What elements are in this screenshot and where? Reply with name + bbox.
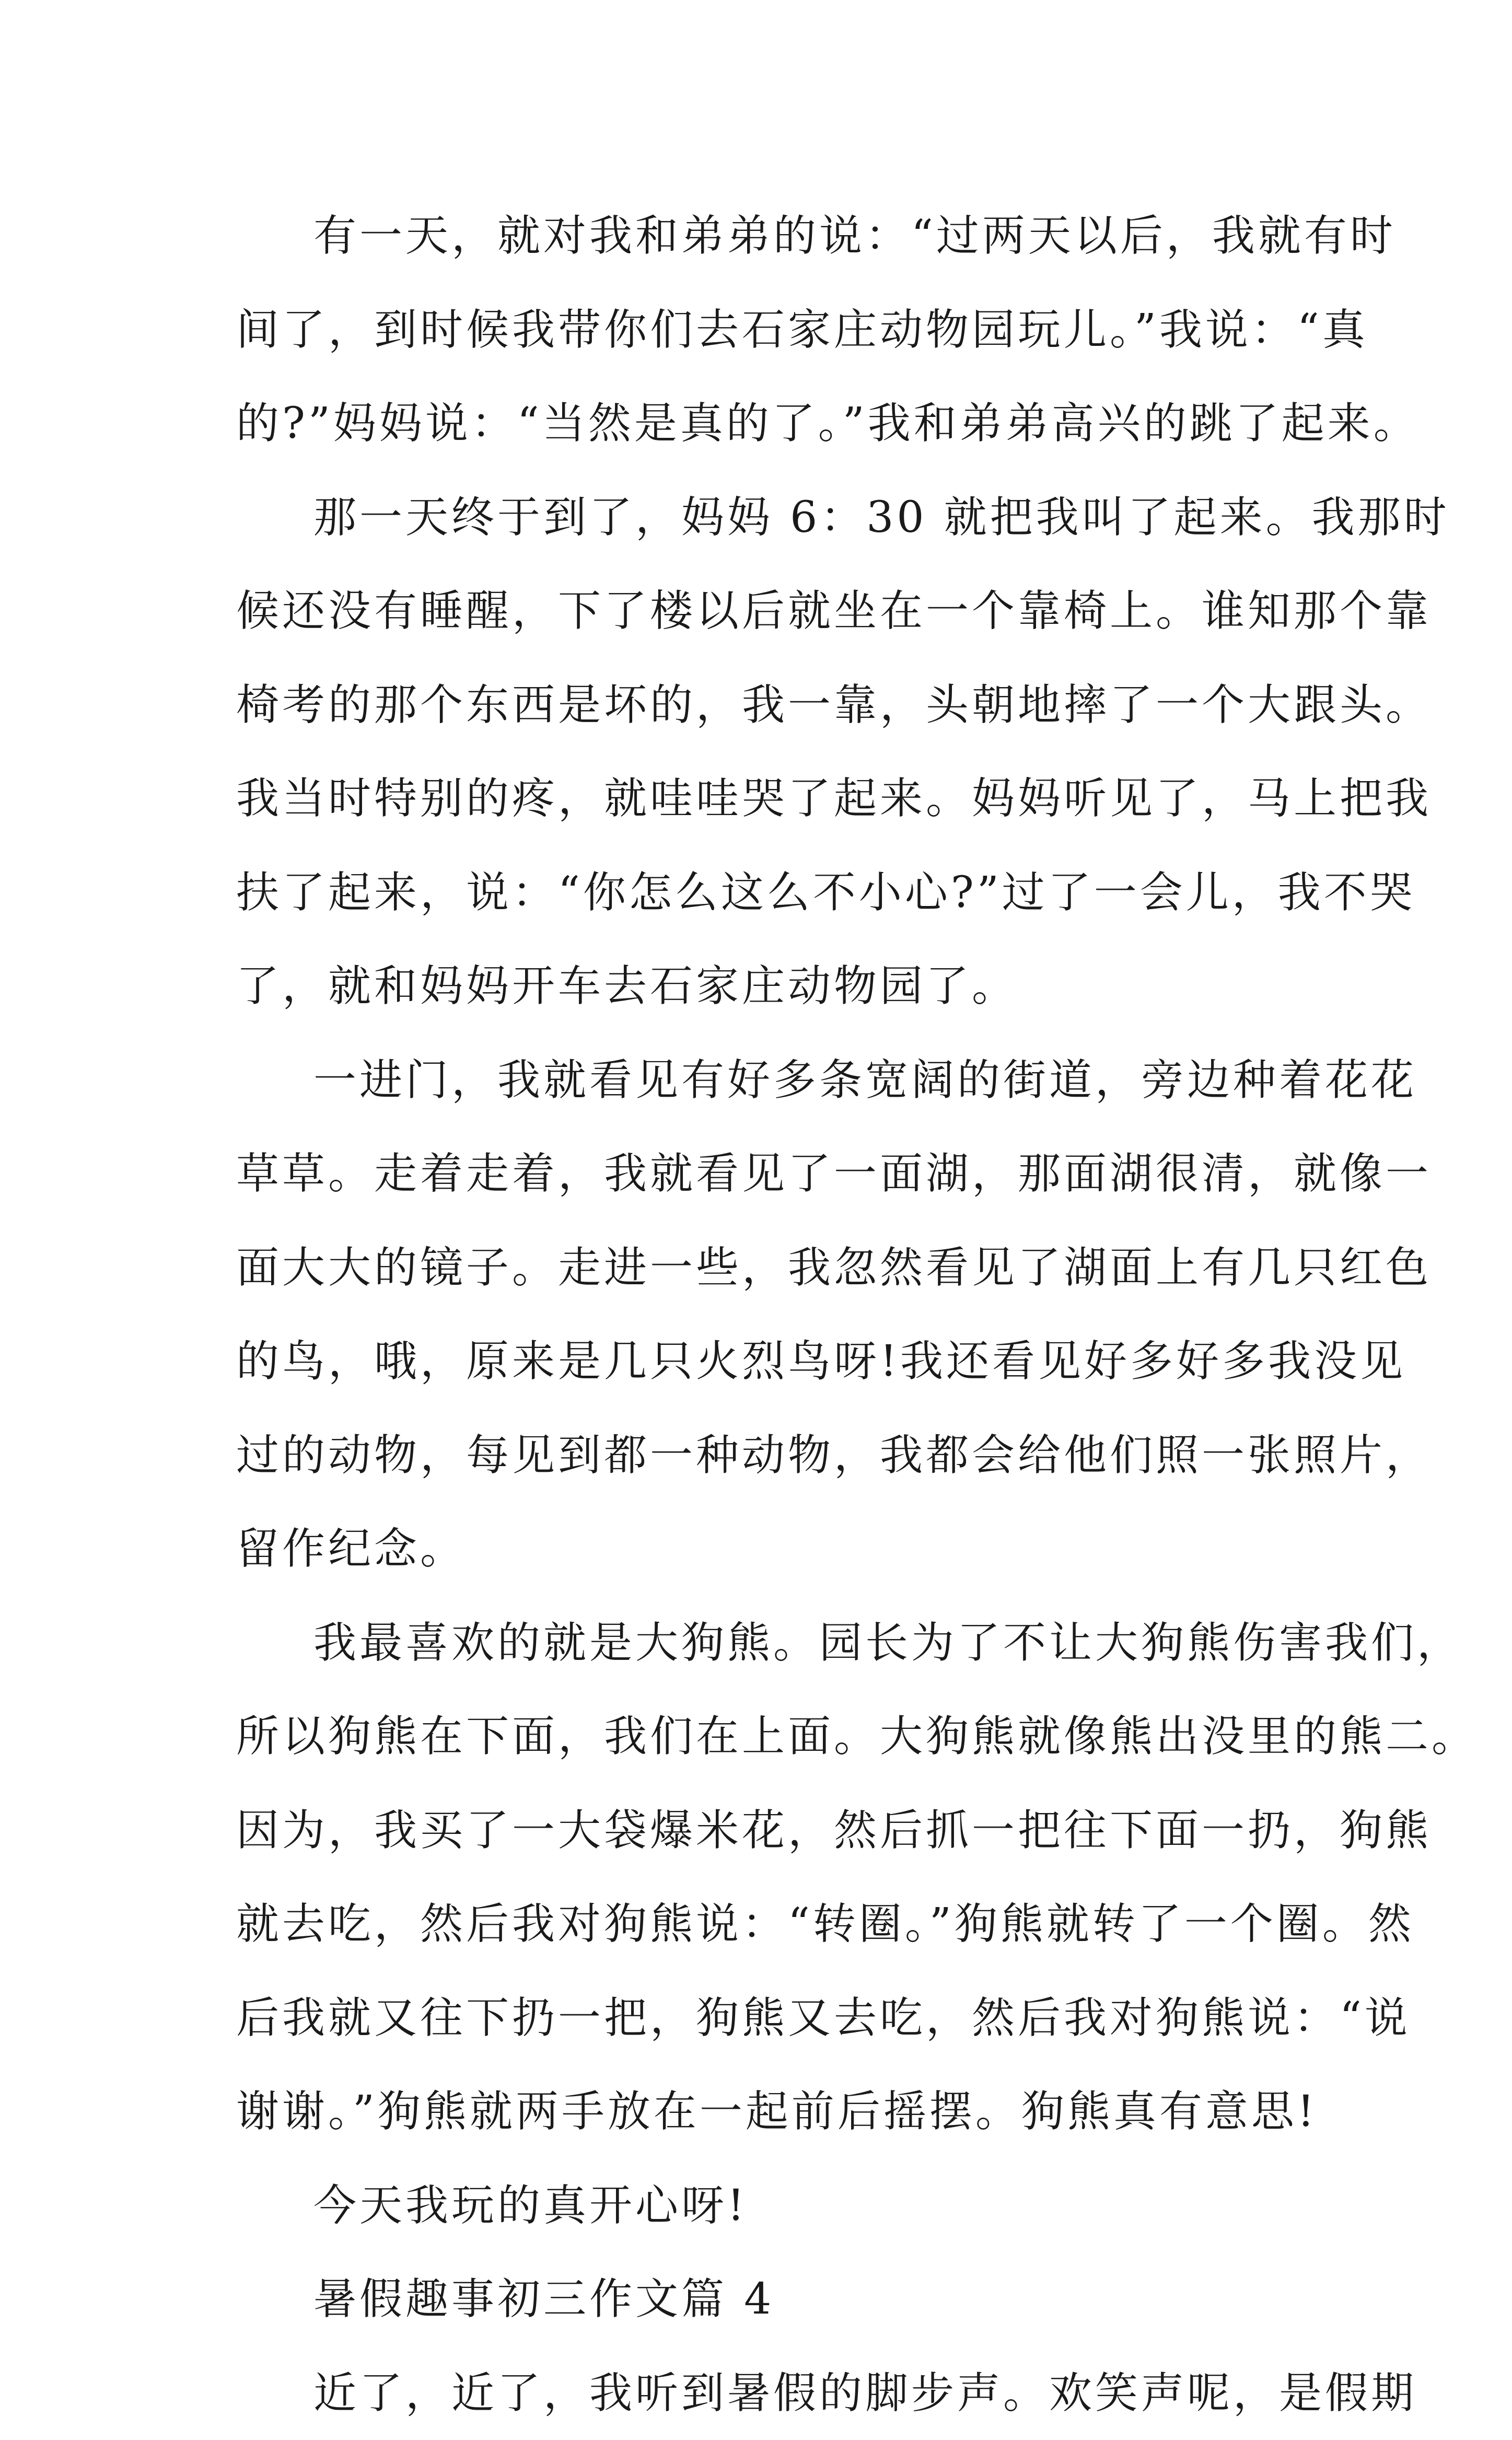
text-line: 所以狗熊在下面，我们在上面。大狗熊就像熊出没里的熊二。 [236,1690,1286,1784]
paragraph-2 [236,471,1286,1033]
text-line: 草草。走着走着，我就看见了一面湖，那面湖很清，就像一 [236,1127,1286,1221]
text-line: 我最喜欢的就是大狗熊。园长为了不让大狗熊伤害我们， [236,1596,1286,1690]
text-line: 谢谢。”狗熊就两手放在一起前后摇摆。狗熊真有意思! [236,2065,1286,2159]
section-heading [236,2252,1286,2346]
text-line: 因为，我买了一大袋爆米花，然后抓一把往下面一扔，狗熊 [236,1784,1286,1878]
article-body [236,189,1286,2440]
text-line: 间了，到时候我带你们去石家庄动物园玩儿。”我说：“真 [236,283,1286,377]
paragraph-1 [236,189,1286,471]
text-line: 的鸟，哦，原来是几只火烈鸟呀!我还看见好多好多我没见 [236,1315,1286,1409]
text-line: 扶了起来，说：“你怎么这么不小心?”过了一会儿，我不哭 [236,846,1286,940]
text-line: 今天我玩的真开心呀! [236,2159,1286,2253]
text-line: 暑假趣事初三作文篇 4 [236,2252,1286,2346]
text-line: 过的动物，每见到都一种动物，我都会给他们照一张照片， [236,1409,1286,1503]
text-line: 我当时特别的疼，就哇哇哭了起来。妈妈听见了，马上把我 [236,752,1286,846]
text-line: 了，就和妈妈开车去石家庄动物园了。 [236,939,1286,1033]
text-line: 近了，近了，我听到暑假的脚步声。欢笑声呢，是假期 [236,2346,1286,2440]
text-line: 一进门，我就看见有好多条宽阔的街道，旁边种着花花 [236,1033,1286,1128]
text-line: 那一天终于到了，妈妈 6：30 就把我叫了起来。我那时 [236,471,1286,565]
text-line: 就去吃，然后我对狗熊说：“转圈。”狗熊就转了一个圈。然 [236,1877,1286,1971]
paragraph-6 [236,2346,1286,2440]
text-line: 后我就又往下扔一把，狗熊又去吃，然后我对狗熊说：“说 [236,1971,1286,2065]
text-line: 面大大的镜子。走进一些，我忽然看见了湖面上有几只红色 [236,1221,1286,1315]
text-line: 留作纪念。 [236,1502,1286,1596]
paragraph-5 [236,2159,1286,2253]
text-line: 的?”妈妈说：“当然是真的了。”我和弟弟高兴的跳了起来。 [236,377,1286,471]
paragraph-4 [236,1596,1286,2159]
text-line: 候还没有睡醒，下了楼以后就坐在一个靠椅上。谁知那个靠 [236,564,1286,658]
text-line: 有一天，就对我和弟弟的说：“过两天以后，我就有时 [236,189,1286,283]
paragraph-3 [236,1033,1286,1596]
text-line: 椅考的那个东西是坏的，我一靠，头朝地摔了一个大跟头。 [236,658,1286,752]
